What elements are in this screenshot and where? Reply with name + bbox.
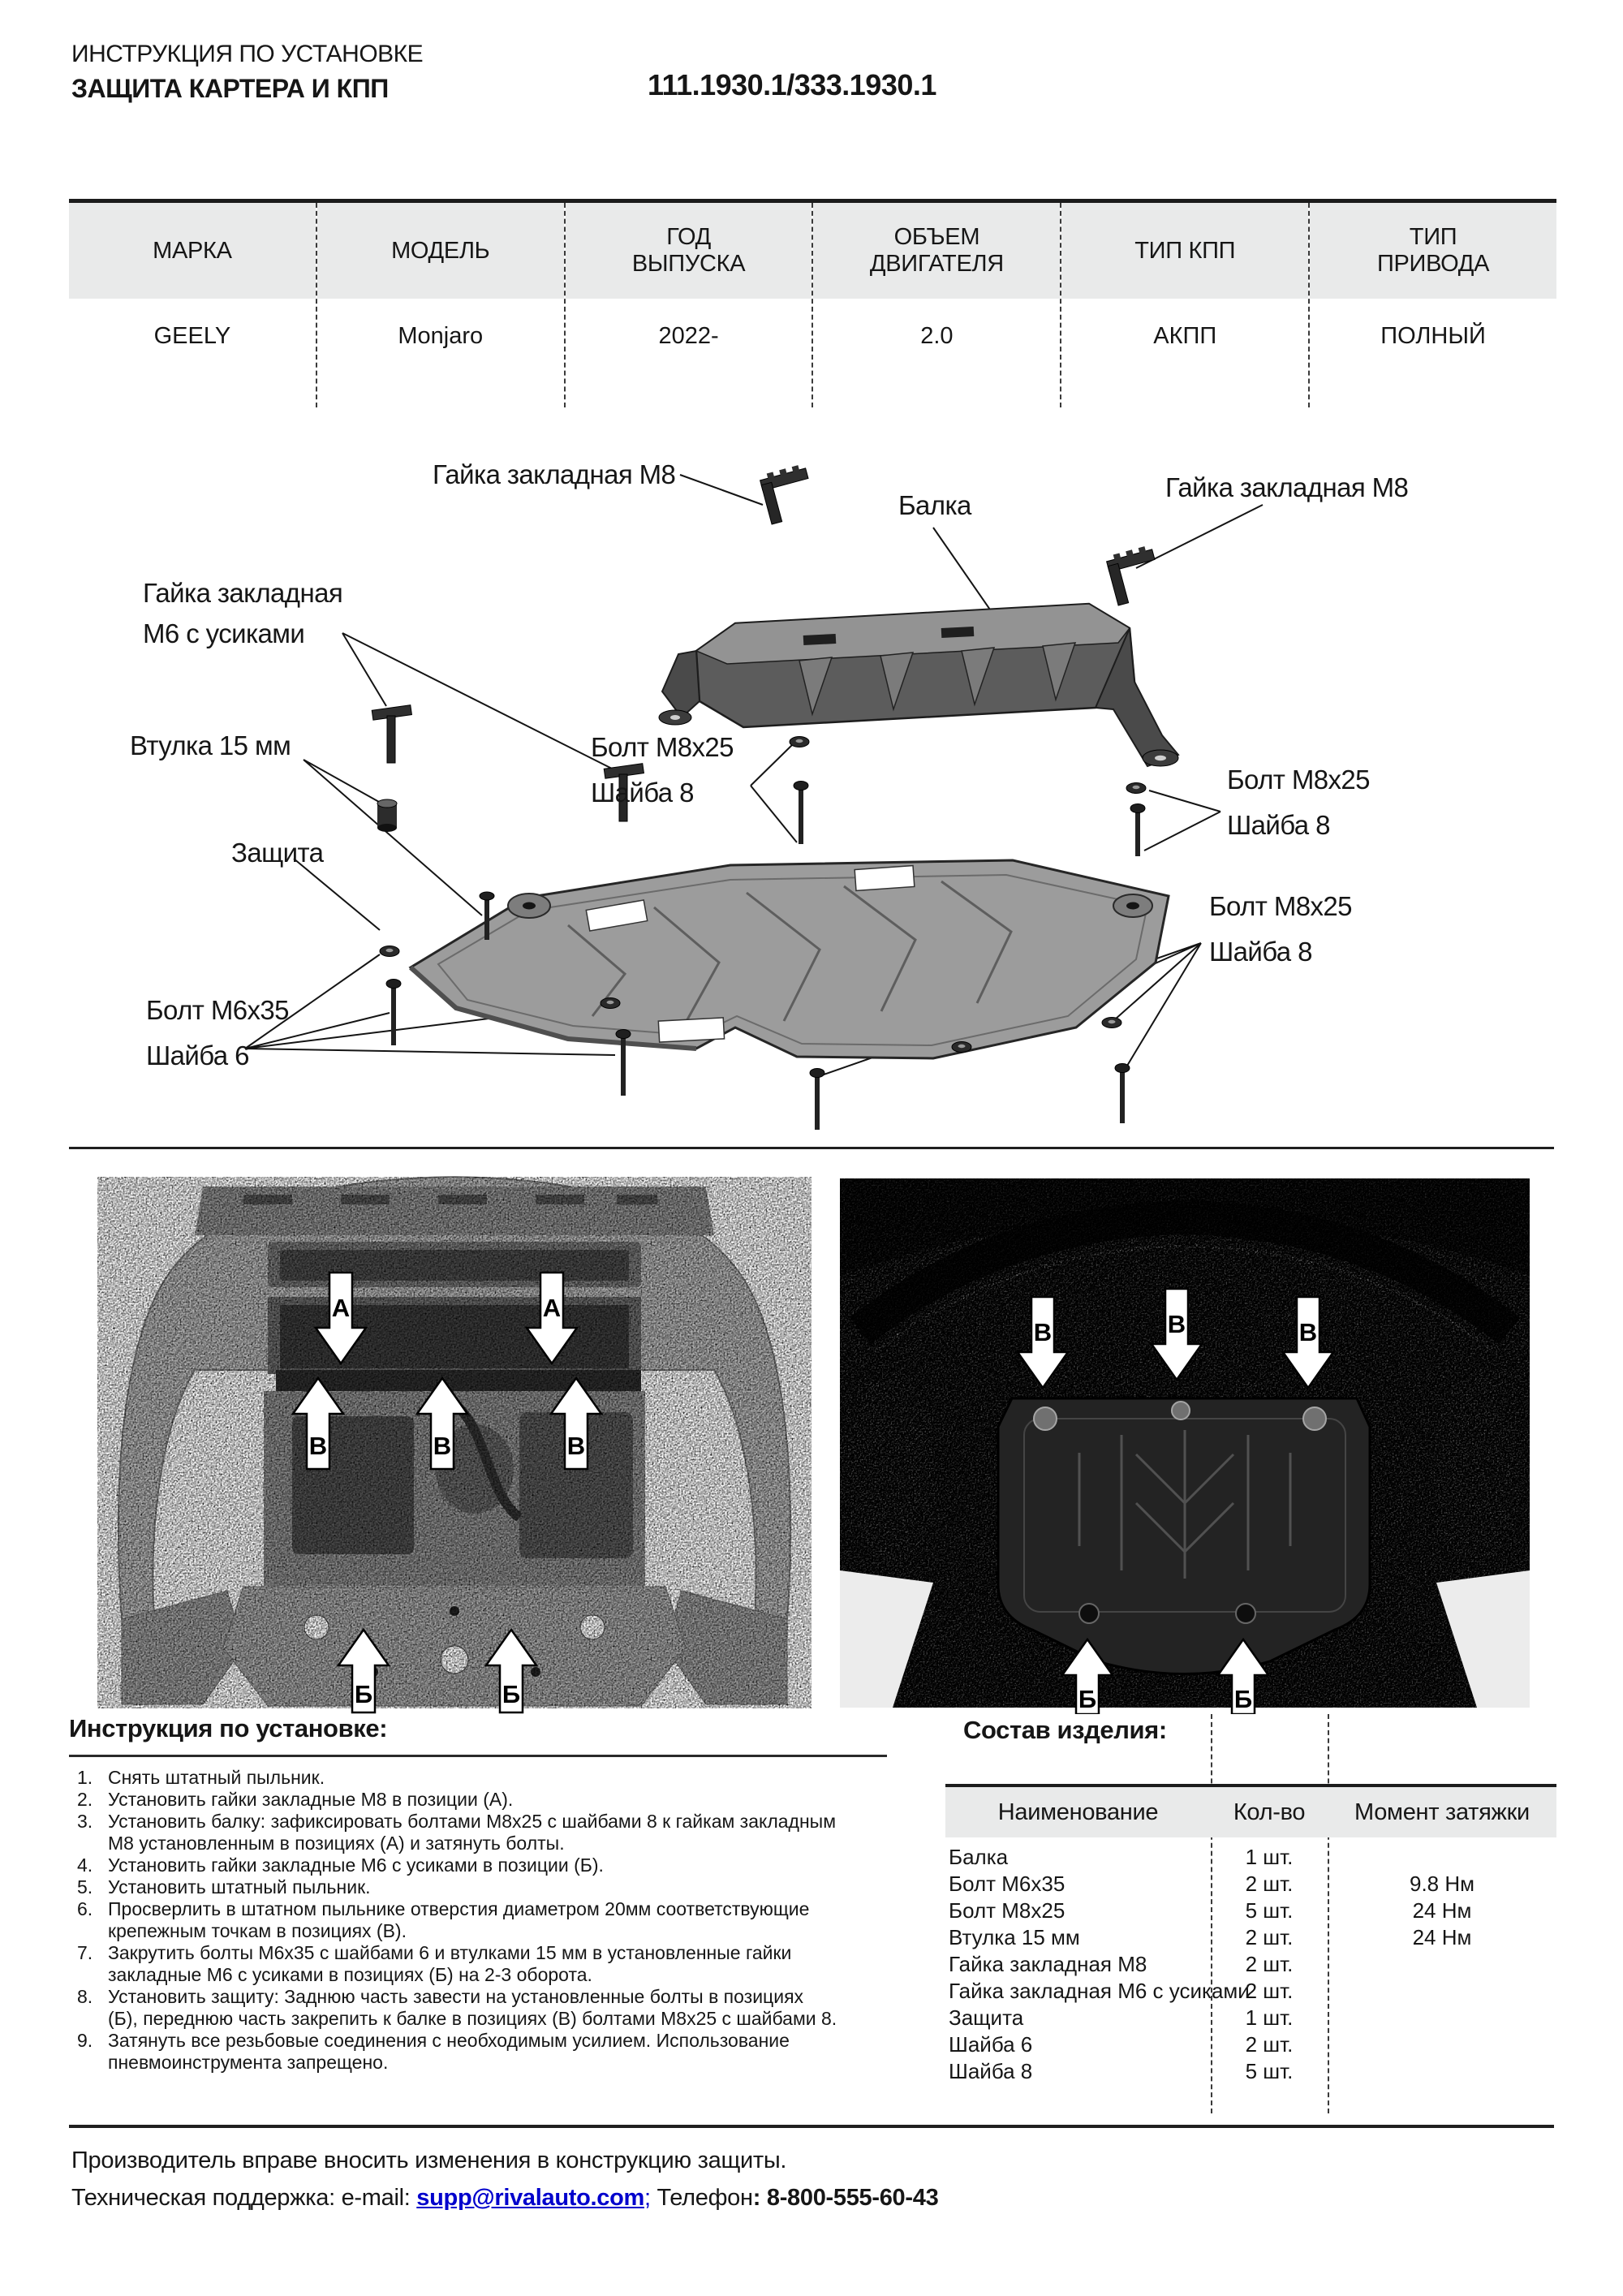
instruction-item: 5. Установить штатный пыльник. bbox=[77, 1876, 371, 1898]
washer-bolt-m8-center bbox=[790, 737, 809, 845]
footer-divider bbox=[69, 2125, 1554, 2128]
clamp-nut-m8-left bbox=[759, 463, 817, 524]
spec-value-brand: GEELY bbox=[153, 323, 231, 349]
footer-disclaimer: Производитель вправе вносить изменения в конструкцию защиты. bbox=[71, 2147, 787, 2173]
spec-header: ТИП КПП bbox=[1134, 237, 1236, 264]
marker-v: В bbox=[566, 1432, 586, 1460]
callout-plate: Защита bbox=[231, 838, 324, 868]
parts-header-torque: Момент затяжки bbox=[1354, 1799, 1530, 1825]
marker-v: В bbox=[1298, 1318, 1318, 1346]
support-phone-number: 8-800-555-60-43 bbox=[766, 2185, 939, 2211]
spec-header: ТИП bbox=[1409, 224, 1457, 250]
spec-value-engine: 2.0 bbox=[920, 323, 954, 349]
parts-table-rows bbox=[945, 1844, 1556, 2085]
spec-col-engine: ОБЪЕМ ДВИГАТЕЛЯ 2.0 bbox=[812, 203, 1060, 407]
spec-col-model bbox=[316, 203, 564, 407]
marker-v: В bbox=[1033, 1318, 1053, 1346]
callout-bolt-m8-bottom-line1: Болт М8х25 bbox=[1209, 891, 1352, 921]
exploded-diagram bbox=[0, 390, 1623, 1148]
spec-header: МОДЕЛЬ bbox=[391, 237, 490, 264]
support-email-link[interactable]: supp@rivalauto.com bbox=[416, 2185, 644, 2211]
spec-col-drive: ТИП ПРИВОДА ПОЛНЫЙ bbox=[1308, 203, 1556, 407]
parts-row: Гайка закладная М6 с усиками 2 шт. bbox=[949, 1979, 1294, 2003]
parts-row: Болт М8х25 5 шт. 24 Нм bbox=[949, 1898, 1472, 1923]
parts-row: Защита 1 шт. bbox=[949, 2005, 1294, 2030]
callout-bolt-m8-center-line1: Болт М8х25 bbox=[591, 732, 734, 762]
callout-bolt-m6-line1: Болт М6х35 bbox=[146, 995, 289, 1025]
instruction-item: 9. Затянуть все резьбовые соединения с необходимым усилием. Использование пневмоинструмента запрещено. bbox=[77, 2030, 790, 2073]
skid-plate-part bbox=[411, 860, 1169, 1058]
instructions-title: Инструкция по установке: bbox=[69, 1714, 388, 1742]
spec-header: МАРКА bbox=[153, 237, 232, 264]
parts-header-name: Наименование bbox=[997, 1799, 1159, 1825]
spec-value-model: Monjaro bbox=[398, 323, 484, 349]
parts-table-header bbox=[945, 1787, 1556, 1837]
callout-beam: Балка bbox=[898, 490, 971, 520]
marker-b: Б bbox=[354, 1680, 373, 1708]
support-phone-label: Телефон bbox=[650, 2185, 753, 2211]
photo-underbody-installed bbox=[816, 1173, 1542, 1714]
callout-bolt-m8-right-line1: Болт М8х25 bbox=[1227, 765, 1370, 795]
parts-title: Состав изделия: bbox=[963, 1716, 1167, 1744]
vehicle-spec-table bbox=[69, 199, 1556, 407]
parts-row: Гайка закладная М8 2 шт. bbox=[949, 1952, 1294, 1976]
marker-a: А bbox=[331, 1294, 351, 1322]
part-number: 111.1930.1/333.1930.1 bbox=[648, 68, 936, 101]
bushing-15mm bbox=[377, 799, 397, 832]
parts-row: Шайба 8 5 шт. bbox=[949, 2059, 1294, 2083]
parts-row: Шайба 6 2 шт. bbox=[949, 2032, 1294, 2057]
spec-col-brand bbox=[69, 203, 316, 407]
instruction-item: 1. Снять штатный пыльник. bbox=[77, 1767, 325, 1788]
instruction-item: 2. Установить гайки закладные М8 в позиции (А). bbox=[77, 1789, 514, 1810]
marker-v: В bbox=[433, 1432, 452, 1460]
spec-value-year: 2022- bbox=[658, 323, 719, 349]
marker-b: Б bbox=[1233, 1685, 1253, 1713]
support-colon: : bbox=[752, 2185, 767, 2211]
callout-bolt-m8-center-line2: Шайба 8 bbox=[591, 778, 694, 808]
callout-bolt-m8-bottom-line2: Шайба 8 bbox=[1209, 937, 1312, 967]
parts-list-section bbox=[945, 1714, 1556, 2113]
right-photo-content bbox=[840, 1178, 1530, 1708]
support-prefix: Техническая поддержка: e-mail: bbox=[71, 2185, 417, 2211]
marker-b: Б bbox=[502, 1680, 521, 1708]
footer-support bbox=[71, 2185, 938, 2212]
callout-nut-m6-line1: Гайка закладная bbox=[143, 578, 343, 608]
callout-nut-m6-line2: М6 с усиками bbox=[143, 618, 305, 648]
instructions-section bbox=[69, 1714, 893, 2074]
marker-v: В bbox=[1167, 1310, 1186, 1338]
instruction-item: 8. Установить защиту: Заднюю часть завести на установленные болты в позициях (Б), переднюю часть закрепить к балке в позициях (В) болтами М8х25 с шайбами 8. bbox=[77, 1986, 837, 2029]
support-semicolon: ; bbox=[644, 2185, 651, 2211]
installed-plate bbox=[998, 1398, 1370, 1674]
instruction-item: 6. Просверлить в штатном пыльнике отверстия диаметром 20мм соответствующие крепежным точкам в позициях (В). bbox=[77, 1898, 810, 1941]
beam-part bbox=[659, 604, 1178, 766]
spec-header: ГОД bbox=[666, 224, 711, 250]
spec-value-drive: ПОЛНЫЙ bbox=[1380, 323, 1486, 349]
marker-v: В bbox=[308, 1432, 328, 1460]
spec-col-gearbox bbox=[1060, 203, 1308, 407]
callout-bolt-m8-right-line2: Шайба 8 bbox=[1227, 810, 1330, 840]
parts-row: Втулка 15 мм 2 шт. 24 Нм bbox=[949, 1925, 1472, 1949]
spec-header: ОБЪЕМ bbox=[893, 224, 980, 250]
callout-nut-m8-left: Гайка закладная М8 bbox=[433, 459, 676, 489]
spec-col-year: ГОД ВЫПУСКА 2022- bbox=[564, 203, 812, 407]
instruction-item: 7. Закрутить болты М6х35 с шайбами 6 и втулками 15 мм в установленные гайки закладные М6 с усиками в позициях (Б) на 2-3 оборота. bbox=[77, 1942, 792, 1985]
header bbox=[71, 41, 423, 104]
t-nut-m6-1 bbox=[372, 705, 411, 763]
instructions-underline bbox=[69, 1755, 887, 1757]
parts-row: Балка 1 шт. bbox=[949, 1845, 1294, 1869]
spec-value-gearbox: АКПП bbox=[1153, 323, 1217, 349]
section-divider bbox=[69, 1147, 1554, 1149]
callout-bolt-m6-line2: Шайба 6 bbox=[146, 1040, 249, 1070]
marker-a: А bbox=[542, 1294, 562, 1322]
instruction-item: 3. Установить балку: зафиксировать болтами М8х25 с шайбами 8 к гайкам закладным М8 установленным в позициях (А) и затянуть болты. bbox=[77, 1811, 837, 1854]
doc-title-line1: ИНСТРУКЦИЯ ПО УСТАНОВКЕ bbox=[71, 41, 424, 67]
callout-bushing: Втулка 15 мм bbox=[130, 730, 291, 760]
clamp-nut-m8-right bbox=[1105, 545, 1164, 605]
callout-nut-m8-right: Гайка закладная М8 bbox=[1165, 472, 1409, 502]
parts-header-qty: Кол-во bbox=[1233, 1799, 1306, 1825]
doc-title-line2: ЗАЩИТА КАРТЕРА И КПП bbox=[71, 74, 389, 103]
marker-b: Б bbox=[1078, 1685, 1097, 1713]
washer-bolt-m8-right bbox=[1126, 783, 1146, 857]
parts-row: Болт М6х35 2 шт. 9.8 Нм bbox=[949, 1872, 1475, 1896]
instruction-item: 4. Установить гайки закладные М6 с усиками в позиции (Б). bbox=[77, 1854, 604, 1876]
photo-underbody-bare bbox=[85, 1173, 820, 1714]
